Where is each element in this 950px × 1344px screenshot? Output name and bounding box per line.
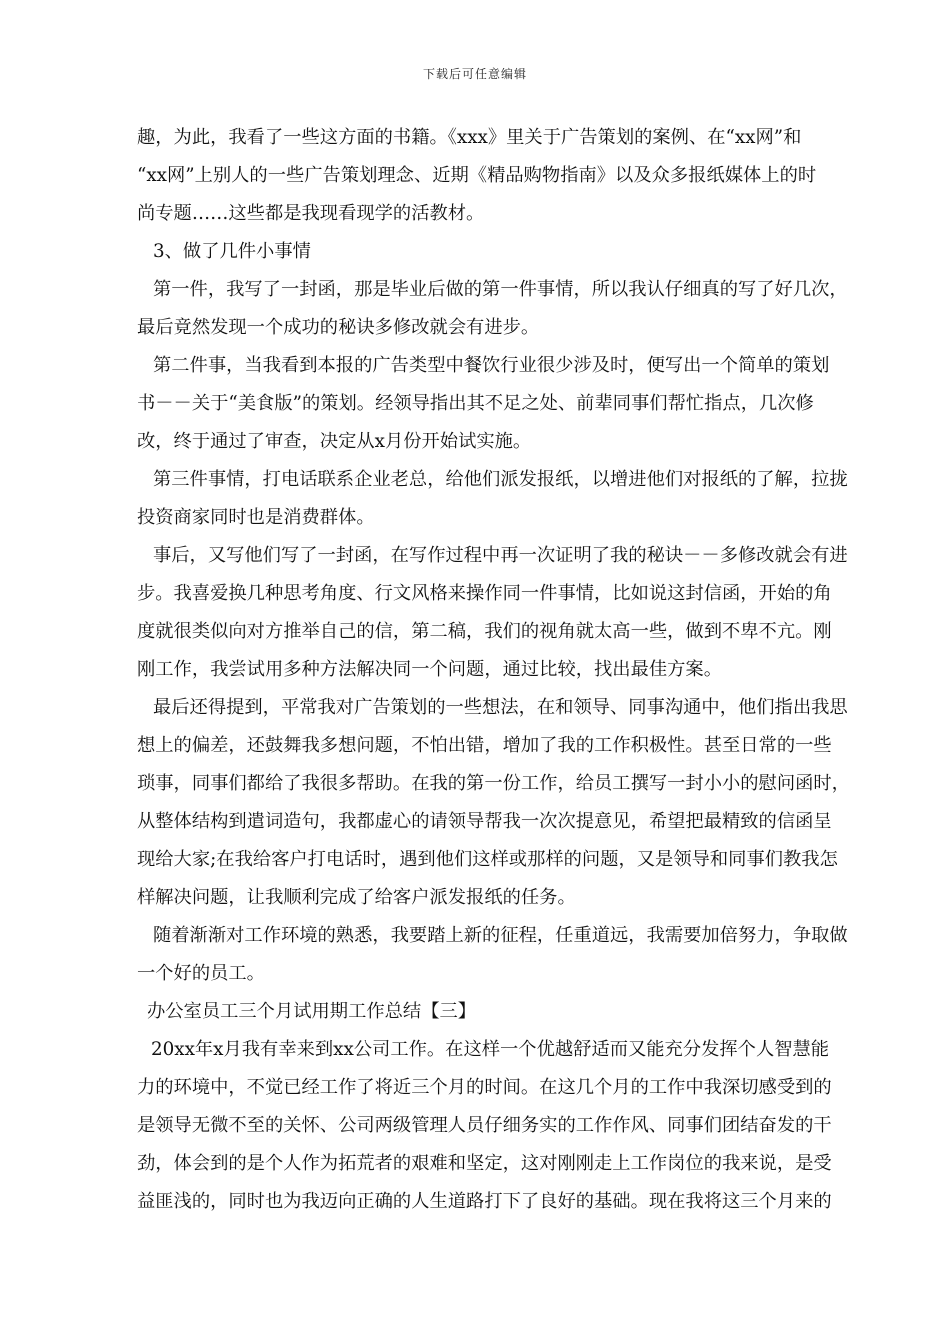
text-line: 趣，为此，我看了一些这方面的书籍。《xxx》里关于广告策划的案例、在“xx网”和: [137, 127, 802, 148]
text-line: 投资商家同时也是消费群体。: [137, 507, 375, 528]
text-line: 3、做了几件小事情: [153, 241, 311, 262]
text-line: 劲，体会到的是个人作为拓荒者的艰难和坚定，这对刚刚走上工作岗位的我来说，是受: [137, 1153, 832, 1174]
text-line: 办公室员工三个月试用期工作总结【三】: [147, 1001, 477, 1022]
text-line: 是领导无微不至的关怀、公司两级管理人员仔细务实的工作作风、同事们团结奋发的干: [137, 1115, 832, 1136]
text-line: 现给大家;在我给客户打电话时，遇到他们这样或那样的问题，又是领导和同事们教我怎: [137, 849, 838, 870]
text-line: 最后还得提到，平常我对广告策划的一些想法，在和领导、同事沟通中，他们指出我思: [153, 697, 848, 718]
text-line: 第二件事，当我看到本报的广告类型中餐饮行业很少涉及时，便写出一个简单的策划: [153, 355, 830, 376]
document-body: [137, 119, 885, 1221]
page-header: 下载后可任意编辑: [422, 67, 527, 81]
text-line: 力的环境中，不觉已经工作了将近三个月的时间。在这几个月的工作中我深切感受到的: [137, 1077, 832, 1098]
text-line: 改，终于通过了审查，决定从x月份开始试实施。: [137, 431, 532, 452]
text-line: 20xx年x月我有幸来到xx公司工作。在这样一个优越舒适而又能充分发挥个人智慧能: [151, 1039, 830, 1060]
text-line: 想上的偏差，还鼓舞我多想问题，不怕出错，增加了我的工作积极性。甚至日常的一些: [137, 735, 832, 756]
text-line: 一个好的员工。: [137, 963, 265, 984]
text-line: “xx网”上别人的一些广告策划理念、近期《精品购物指南》以及众多报纸媒体上的时: [137, 165, 817, 186]
text-line: 第一件，我写了一封函，那是毕业后做的第一件事情，所以我认仔细真的写了好几次，: [153, 279, 848, 300]
text-line: 尚专题……这些都是我现看现学的活教材。: [137, 203, 485, 224]
text-line: 第三件事情，打电话联系企业老总，给他们派发报纸，以增进他们对报纸的了解，拉拢: [153, 469, 848, 490]
text-line: 度就很类似向对方推举自己的信，第二稿，我们的视角就太高一些，做到不卑不亢。刚: [137, 621, 832, 642]
text-line: 样解决问题，让我顺利完成了给客户派发报纸的任务。: [137, 887, 576, 908]
text-line: 书－－关于“美食版”的策划。经领导指出其不足之处、前辈同事们帮忙指点，几次修: [137, 393, 814, 414]
text-line: 随着渐渐对工作环境的熟悉，我要踏上新的征程，任重道远，我需要加倍努力，争取做: [153, 925, 848, 946]
text-line: 益匪浅的，同时也为我迈向正确的人生道路打下了良好的基础。现在我将这三个月来的: [137, 1191, 832, 1212]
text-line: 步。我喜爱换几种思考角度、行文风格来操作同一件事情，比如说这封信函，开始的角: [137, 583, 832, 604]
text-line: 最后竟然发现一个成功的秘诀多修改就会有进步。: [137, 317, 540, 338]
text-line: 刚工作，我尝试用多种方法解决同一个问题，通过比较，找出最佳方案。: [137, 659, 722, 680]
text-line: 事后，又写他们写了一封函，在写作过程中再一次证明了我的秘诀－－多修改就会有进: [153, 545, 848, 566]
text-line: 从整体结构到遣词造句，我都虚心的请领导帮我一次次提意见，希望把最精致的信函呈: [137, 811, 832, 832]
text-line: 琐事，同事们都给了我很多帮助。在我的第一份工作，给员工撰写一封小小的慰问函时，: [137, 773, 850, 794]
